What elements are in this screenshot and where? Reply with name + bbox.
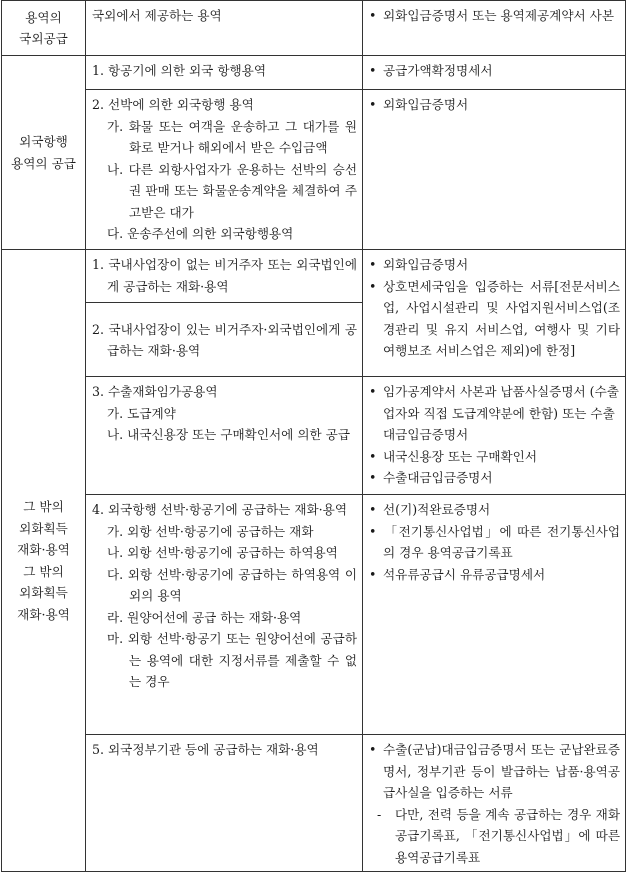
doc-item: • 외화입금증명서 또는 용역제공계약서 사본: [369, 5, 620, 27]
item-cell: [86, 56, 363, 90]
sub-item: 마. 외항 선박·항공기 또는 원양어선에 공급하는 용역에 대한 지정서류를 제출할 수 없는 경우: [107, 631, 357, 689]
item-cell: [86, 90, 363, 250]
docs-cell: [363, 90, 626, 250]
item-title: 2. 선박에 의한 외국항행 용역: [92, 97, 254, 112]
doc-item: • 내국신용장 또는 구매확인서: [369, 446, 620, 468]
item-cell: [86, 735, 363, 872]
sub-item: 나. 내국신용장 또는 구매확인서에 의한 공급: [107, 427, 350, 442]
table-row: [2, 377, 626, 495]
docs-cell: [363, 1, 626, 56]
docs-cell: [363, 377, 626, 495]
docs-cell: [363, 495, 626, 735]
table-row: [2, 90, 626, 250]
sub-item: 다. 운송주선에 의한 외국항행용역: [107, 226, 294, 241]
sub-item: 나. 외항 선박·항공기에 공급하는 하역용역: [107, 545, 338, 560]
category-cell: 용역의 국외공급: [2, 1, 86, 56]
category-cell: 그 밖의 외화획득 재화·용역 그 밖의 외화획득 재화·용역: [2, 250, 86, 872]
item-cell: [86, 377, 363, 495]
doc-item: • 임가공계약서 사본과 납품사실증명서 (수출업자와 직접 도급계약분에 한함) 또는 수출대금입금증명서: [369, 381, 620, 446]
item-title: 1. 국내사업장이 없는 비거주자 또는 외국법인에게 공급하는 재화·용역: [92, 257, 357, 294]
doc-item: • 「전기통신사업법」에 따른 전기통신사업의 경우 용역공급기록표: [369, 521, 620, 564]
docs-cell: [363, 250, 626, 377]
table-row: [2, 735, 626, 872]
docs-cell: [363, 56, 626, 90]
sub-item: 다. 외항 선박·항공기에 공급하는 하역용역 이외의 용역: [107, 566, 357, 603]
item-title: 3. 수출재화임가공용역: [92, 384, 218, 399]
sub-item: 나. 다른 외항사업자가 운용하는 선박의 승선권 판매 또는 화물운송계약을 체결하여 주고받은 대가: [107, 161, 357, 220]
sub-item: 가. 도급계약: [107, 405, 176, 421]
item-cell: [86, 250, 363, 303]
item-cell: [86, 495, 363, 735]
item-cell: 국외에서 제공하는 용역: [86, 1, 363, 56]
doc-item: • 수출(군납)대금입금증명서 또는 군납완료증명서, 정부기관 등이 발급하는 납품·용역공급사실을 입증하는 서류: [369, 739, 620, 804]
doc-note: - 다만, 전력 등을 계속 공급하는 경우 재화공급기록표, 「전기통신사업법」에 따른 용역공급기록표: [369, 804, 620, 869]
docs-cell: [363, 735, 626, 872]
table-row: [2, 1, 626, 56]
doc-item: • 수출대금입금증명서: [369, 467, 620, 489]
doc-item: • 공급가액확정명세서: [369, 60, 620, 82]
table-row: [2, 56, 626, 90]
doc-item: • 선(기)적완료증명서: [369, 499, 620, 521]
item-cell: [86, 303, 363, 377]
doc-item: • 외화입금증명서: [369, 94, 620, 116]
table-row: [2, 495, 626, 735]
item-title: 1. 항공기에 의한 외국 항행용역: [92, 63, 267, 78]
sub-item: 가. 외항 선박·항공기에 공급하는 재화: [107, 523, 314, 539]
doc-item: • 외화입금증명서: [369, 254, 620, 276]
item-title: 2. 국내사업장이 있는 비거주자·외국법인에게 공급하는 재화·용역: [92, 321, 357, 358]
sub-item: 라. 원양어선에 공급 하는 재화·용역: [107, 609, 302, 625]
item-title: 5. 외국정부기관 등에 공급하는 재화·용역: [92, 742, 319, 757]
item-title: 4. 외국항행 선박·항공기에 공급하는 재화·용역: [92, 502, 348, 517]
sub-item: 가. 화물 또는 여객을 운송하고 그 대가를 원화로 받거나 해외에서 받은 수입금액: [107, 118, 357, 155]
category-cell: 외국항행 용역의 공급: [2, 56, 86, 250]
table-row: [2, 250, 626, 303]
export-services-table: [1, 0, 626, 872]
doc-item: • 상호면세국임을 입증하는 서류[전문서비스업, 사업시설관리 및 사업지원서비스업(조경관리 및 유지 서비스업, 여행사 및 기타 여행보조 서비스업은 제외)에 한정]: [369, 276, 620, 362]
doc-item: • 석유류공급시 유류공급명세서: [369, 564, 620, 586]
